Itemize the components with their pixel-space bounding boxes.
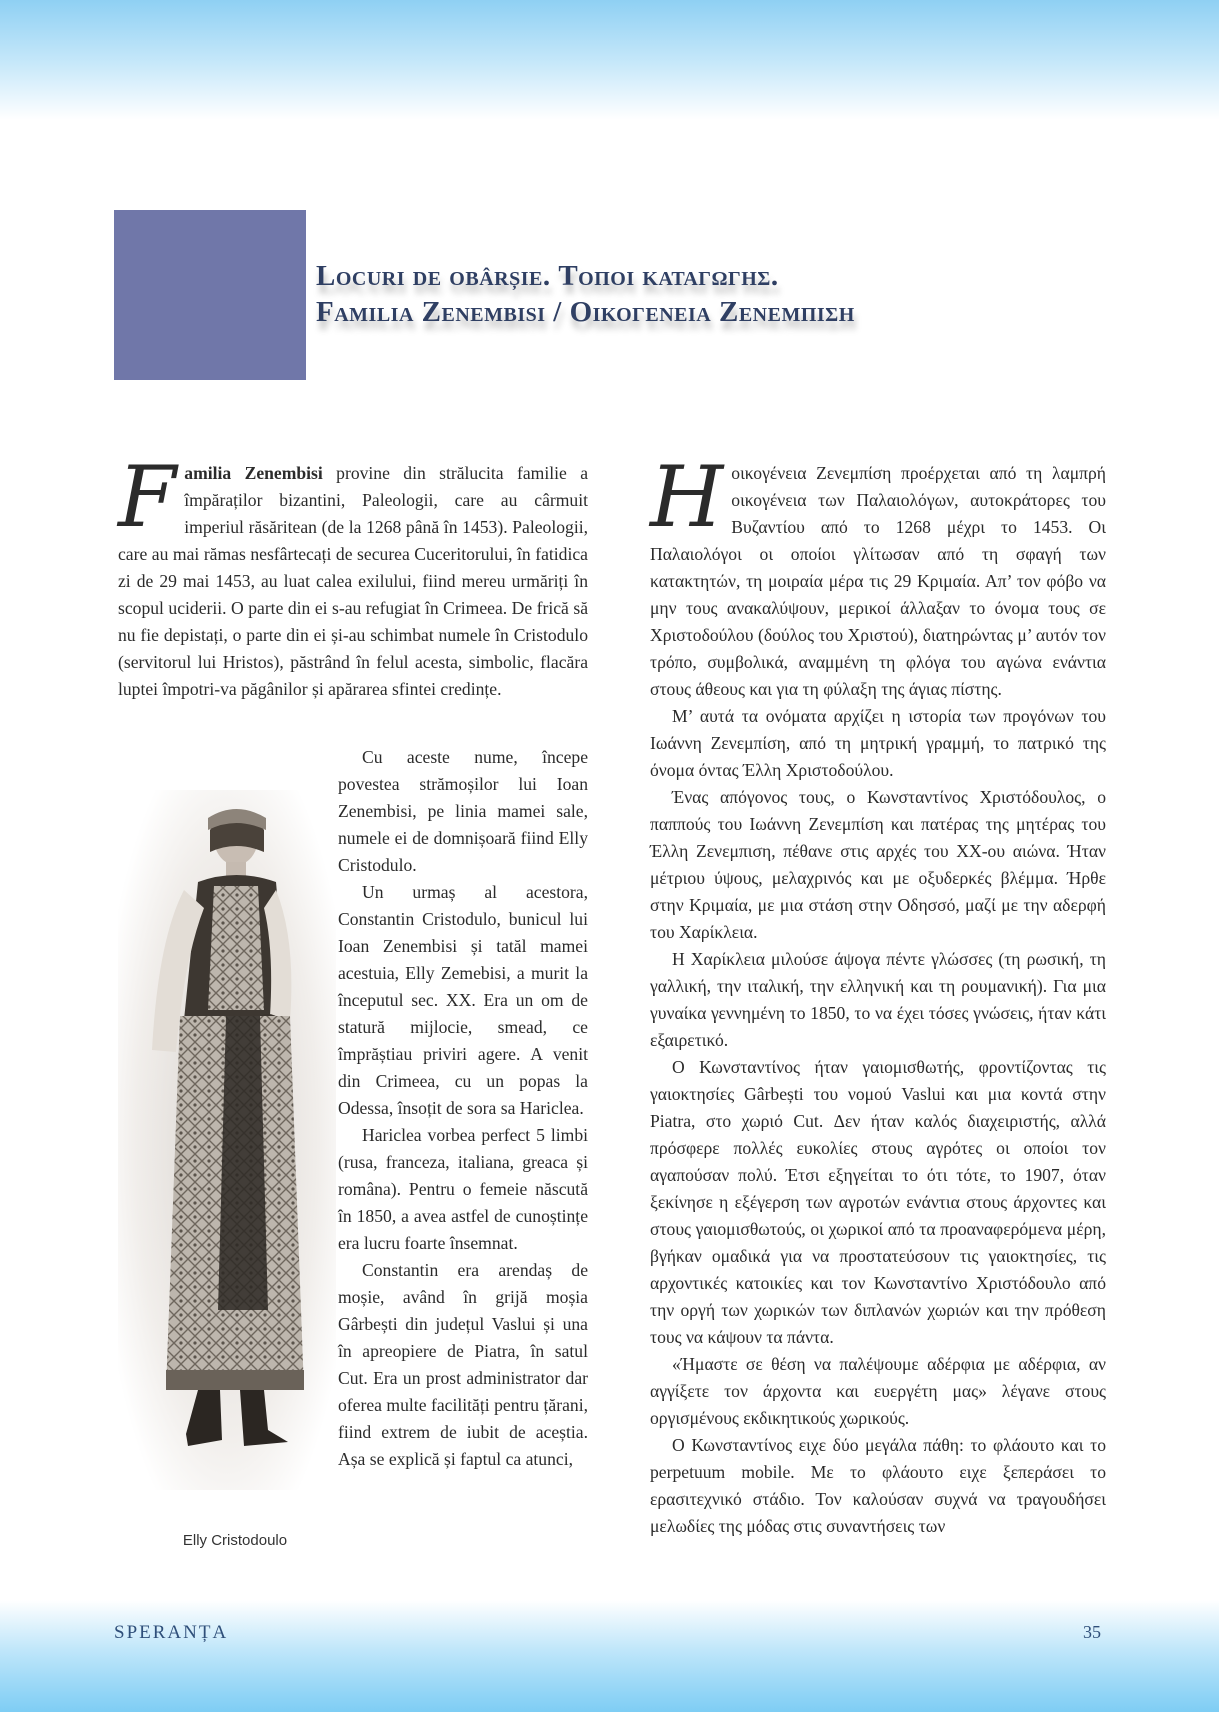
bottom-gradient-band (0, 1600, 1219, 1712)
romanian-paragraph-1 (118, 448, 589, 703)
page-number: 35 (1083, 1622, 1101, 1642)
title-line-2: Familia Zenembisi / Οικογενεια Ζενεμπιση (316, 296, 855, 328)
title-line-1: Locuri de obârșie. Τοποι καταγωγησ. (316, 260, 779, 292)
title-accent-square (114, 210, 306, 380)
top-gradient-band (0, 0, 1219, 120)
greek-paragraph-1-text: οικογένεια Ζενεμπίση προέρχεται από τη λαμπρή οικογένεια των Παλαιολόγων, αυτοκράτορες του Βυζαντίου από το 1268 μέχρι το 1453. Οι Παλαιολόγοι οι οποίοι γλίτωσαν από τη σφαγή των κατακτητών, τη μοιραία μέρα τις 29 Κριμαία. Απ’ τον φόβο να μην τους ανακαλύψουν, μερικοί άλλαξαν το όνομα τους σε Χριστοδούλου (δούλος του Χριστού), διατηρώντας μ’ αυτόν τον τρόπο, συμβολικά, αναμμένη τη φλόγα του αγώνα ενάντια στους άθεους και για τη φύλαξη της άγιας πίστης. (650, 463, 1106, 699)
romanian-paragraph-2: Cu aceste nume, începe povestea strămoșilor lui Ioan Zenembisi, pe linia mamei sale, numele ei de domnișoară fiind Elly Cristodulo. (338, 747, 588, 875)
romanian-dropcap: F (118, 448, 177, 546)
romanian-paragraph-3: Un urmaș al acestora, Constantin Cristodulo, bunicul lui Ioan Zenembisi și tatăl mamei acestuia, Elly Zemebisi, a murit la începutul sec. XX. Era un om de statură mijlocie, smead, ce împrăștiau priviri agere. A venit din Crimeea, cu un popas la Odessa, însoțit de sora sa Hariclea. (338, 882, 588, 1118)
romanian-paragraph-5: Constantin era arendaș de moșie, având în grijă moșia Gârbești din județul Vaslui și una în apreopiere de Piatra, în satul Cut. Era un prost administrator dar oferea multe facilități pentru țărani, fiind extrem de iubit de aceștia. Așa se explică și faptul ca atunci, (338, 1260, 588, 1469)
magazine-name: SPERANȚA (114, 1622, 229, 1643)
greek-paragraph-4: Η Χαρίκλεια μιλούσε άψογα πέντε γλώσσες (τη ρωσική, τη γαλλική, την ιταλική, την ελληνική και τη ρουμανική). Για μια γυναίκα γεννημένη το 1850, το να έχει τόσες γνώσεις, ήταν κάτι εξαιρετικό. (650, 949, 1106, 1050)
page-title (316, 258, 1196, 330)
greek-dropcap: Η (650, 448, 724, 546)
greek-paragraph-5: Ο Κωνσταντίνος ήταν γαιομισθωτής, φροντίζοντας τις γαιοκτησίες Gârbești του νομού Vaslui και μια κοντά στην Piatra, στο χωριό Cut. Δεν ήταν καλός διαχειριστής, αλλά πρόσφερε πολλές ευκολίες στους αγρότες οι οποίοι τον αγαπούσαν πολύ. Έτσι εξηγείται το ότι τότε, το 1907, όταν ξεκίνησε η εξέγερση των αγροτών ενάντια στους άρχοντες και στους γαιομισθωτούς, οι χωρικοί από τα προαναφερόμενα μέρη, βγήκαν ομαδικά για να προστατεύσουν τις γαιοκτησίες, τις αρχοντικές κατοικίες και τον Κωνσταντίνο Χριστόδουλο από την οργή των χωρικών των διπλανών χωριών και την πρόθεση τους να κάψουν τα πάντα. (650, 1057, 1106, 1347)
romanian-narrow-column (338, 744, 588, 1473)
greek-paragraph-3: Ένας απόγονος τους, ο Κωνσταντίνος Χριστόδουλος, ο παππούς του Ιωάννη Ζενεμπίση και πατέρας της μητέρας του Έλλη Ζενεμπιση, πέθανε στις αρχές του ΧΧ-ου αιώνα. Ήταν μέτριου ύψους, μελαχρινός και με οξυδερκές βλέμμα. Ήρθε στην Κριμαία, με μια στάση στην Οδησσό, μαζί με την αδερφή του Χαρίκλεια. (650, 787, 1106, 942)
greek-paragraph-6: «Ήμαστε σε θέση να παλέψουμε αδέρφια με αδέρφια, αν αγγίξετε τον άρχοντα και ευεργέτη μας» λέγανε στους οργισμένους εκδικητικούς χωρικούς. (650, 1354, 1106, 1428)
greek-paragraph-2: Μ’ αυτά τα ονόματα αρχίζει η ιστορία των προγόνων του Ιωάννη Ζενεμπίση, από τη μητρική γραμμή, το πατρικό της όνομα όντας Έλλη Χριστοδούλου. (650, 706, 1106, 780)
romanian-lead-bold: amilia Zenembisi (184, 463, 323, 483)
greek-paragraph-1 (650, 448, 1106, 703)
photo-caption: Elly Cristodoulo (182, 1532, 288, 1549)
romanian-paragraph-1-text: provine din strălucita familie a împăraților bizantini, Paleologii, care au cârmuit imperiul răsăritean (de la 1268 până în 1453). Paleologii, care au mai rămas nesfârtecați de securea Cuceritorului, în fatidica zi de 29 mai 1453, au luat calea exilului, fiind mereu urmăriți în scopul uciderii. O parte din ei s-au refugiat în Crimeea. De frică să nu fie depistați, o parte din ei și-au schimbat numele în Cristodulo (servitorul lui Hristos), păstrând în felul acesta, simbolic, flacăra luptei împotri-va păgânilor și apărarea sfintei credințe. (118, 463, 589, 699)
romanian-paragraph-4: Hariclea vorbea perfect 5 limbi (rusa, franceza, italiana, greaca și româna). Pentru o femeie născută în 1850, a avea astfel de cunoștințe era lucru foarte însemnat. (338, 1125, 588, 1253)
romanian-intro-column (118, 448, 589, 703)
greek-paragraph-7: Ο Κωνσταντίνος ειχε δύο μεγάλα πάθη: το φλάουτο και το perpetuum mobile. Με το φλάουτο ειχε ξεπεράσει το ερασιτεχνικό στάδιο. Τον καλούσαν συχνά να τραγουδήσει μελωδίες της μόδας στις συναντήσεις των (650, 1435, 1106, 1536)
portrait-photo (118, 790, 336, 1490)
greek-column (650, 448, 1106, 1540)
